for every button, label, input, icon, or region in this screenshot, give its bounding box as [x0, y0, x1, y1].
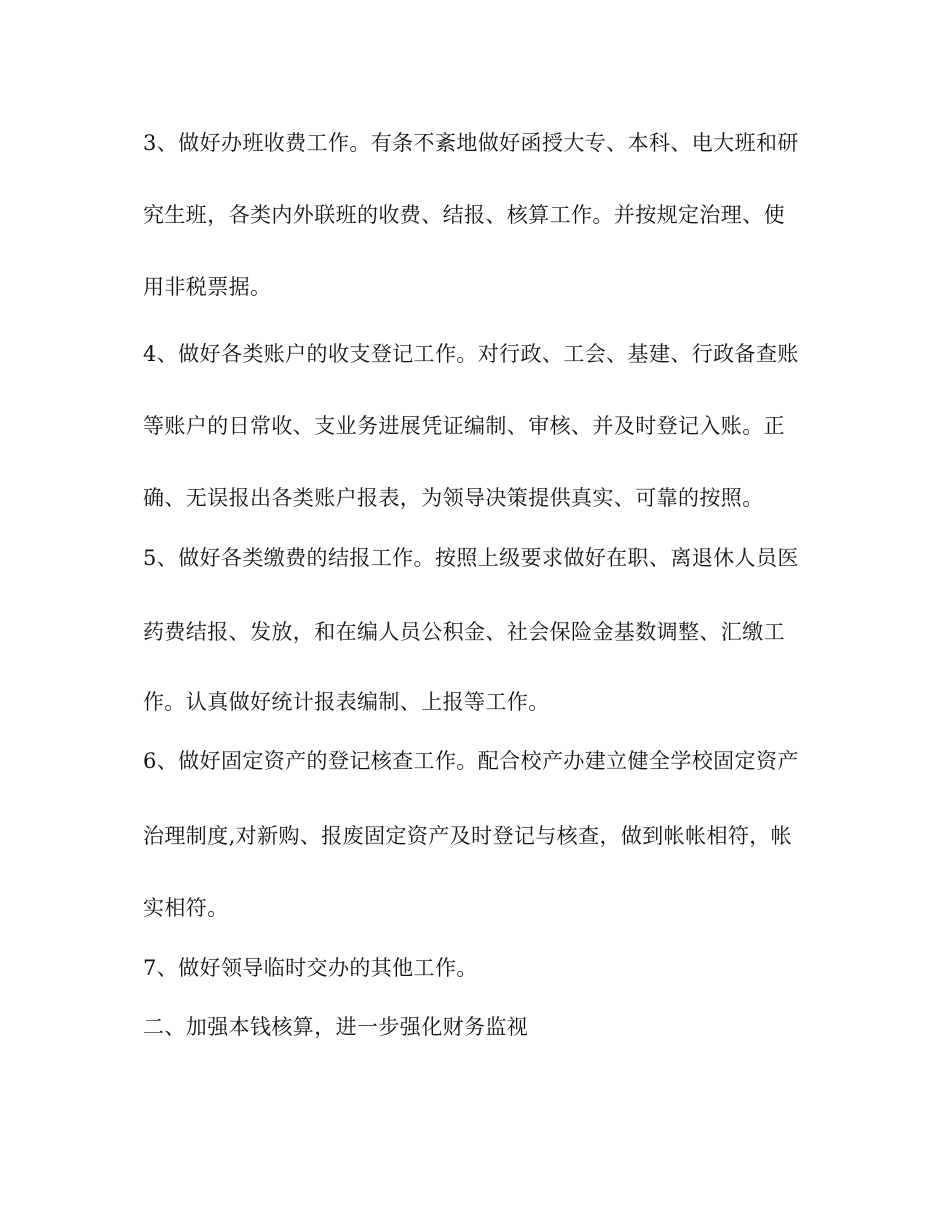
section-heading-2: 二、加强本钱核算，进一步强化财务监视: [143, 1015, 529, 1039]
item-4-line-2: 等账户的日常收、支业务进展凭证编制、审核、并及时登记入账。正: [143, 414, 785, 438]
item-3-line-2: 究生班，各类内外联班的收费、结报、核算工作。并按规定治理、使: [143, 203, 785, 227]
item-5-line-1: 5、做好各类缴费的结报工作。按照上级要求做好在职、离退休人员医: [143, 546, 799, 570]
item-3-line-3: 用非税票据。: [143, 275, 272, 299]
item-7-line-1: 7、做好领导临时交办的其他工作。: [143, 956, 478, 980]
item-4-line-3: 确、无误报出各类账户报表，为领导决策提供真实、可靠的按照。: [143, 486, 764, 510]
item-6-line-2: 治理制度,对新购、报废固定资产及时登记与核查，做到帐帐相符，帐: [143, 824, 793, 848]
item-3-line-1: 3、做好办班收费工作。有条不紊地做好函授大专、本科、电大班和研: [143, 131, 799, 155]
item-5-line-3: 作。认真做好统计报表编制、上报等工作。: [143, 690, 550, 714]
item-5-line-2: 药费结报、发放，和在编人员公积金、社会保险金基数调整、汇缴工: [143, 620, 785, 644]
item-6-line-1: 6、做好固定资产的登记核查工作。配合校产办建立健全学校固定资产: [143, 749, 799, 773]
item-6-line-3: 实相符。: [143, 896, 229, 920]
item-4-line-1: 4、做好各类账户的收支登记工作。对行政、工会、基建、行政备查账: [143, 342, 799, 366]
